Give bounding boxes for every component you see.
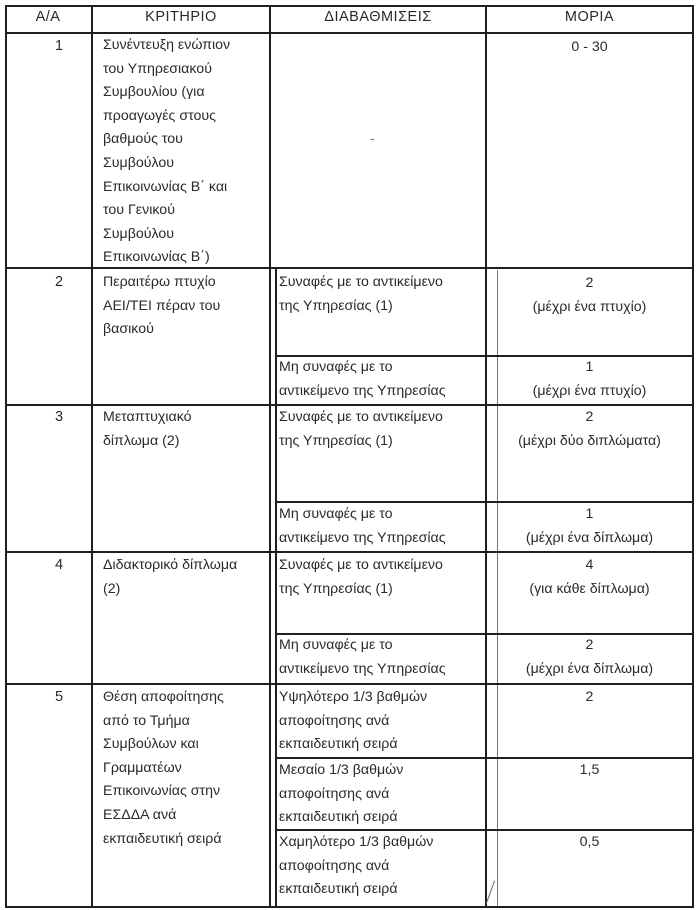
points-value: 4 (για κάθε δίπλωμα) xyxy=(529,557,650,597)
grading-text: Υψηλότερο 1/3 βαθμών αποφοίτησης ανά εκπαιδευτική σειρά xyxy=(279,689,428,753)
grading-text: Συναφές με το αντικείμενο της Υπηρεσίας (1) xyxy=(279,409,443,449)
points-value: 1,5 xyxy=(579,762,600,778)
points-value: 2 xyxy=(585,689,594,705)
points-value: 2 (μέχρι ένα δίπλωμα) xyxy=(525,637,654,677)
criterion-text: Θέση αποφοίτησης από το Τμήμα Συμβούλων και Γραμματέων Επικοινωνίας στην ΕΣΔΔΑ ανά εκπαιδευτική σειρά xyxy=(103,689,224,847)
points-value: 1 (μέχρι ένα δίπλωμα) xyxy=(525,506,654,546)
points-value: 0 - 30 xyxy=(571,39,608,55)
row-number: 5 xyxy=(54,689,64,705)
row-number: 3 xyxy=(54,409,64,425)
grading-text: Συναφές με το αντικείμενο της Υπηρεσίας (1) xyxy=(279,557,443,597)
grading-text: Μεσαίο 1/3 βαθμών αποφοίτησης ανά εκπαιδευτική σειρά xyxy=(279,762,404,826)
grading-text: Χαμηλότερο 1/3 βαθμών αποφοίτησης ανά εκπαιδευτική σειρά xyxy=(279,834,434,898)
criterion-text: Μεταπτυχιακό δίπλωμα (2) xyxy=(103,409,192,449)
header-points: ΜΟΡΙΑ xyxy=(564,9,615,25)
row-number: 4 xyxy=(54,557,64,573)
points-value: 2 (μέχρι ένα πτυχίο) xyxy=(532,275,647,315)
points-value: 2 (μέχρι δύο διπλώματα) xyxy=(518,409,661,449)
criterion-text: Περαιτέρω πτυχίο ΑΕΙ/ΤΕΙ πέραν του βασικού xyxy=(103,274,221,338)
criterion-text: Διδακτορικό δίπλωμα (2) xyxy=(103,557,238,597)
grading-text: Μη συναφές με το αντικείμενο της Υπηρεσίας xyxy=(279,637,446,677)
row-number: 1 xyxy=(54,38,64,54)
points-value: 0,5 xyxy=(579,834,600,850)
grading-text: Μη συναφές με το αντικείμενο της Υπηρεσίας xyxy=(279,506,446,546)
grading-text: Συναφές με το αντικείμενο της Υπηρεσίας (1) xyxy=(279,274,443,314)
header-criterion: ΚΡΙΤΗΡΙΟ xyxy=(145,9,217,25)
scan-mark xyxy=(486,881,495,904)
header-grading: ΔΙΑΒΑΘΜΙΣΕΙΣ xyxy=(324,9,432,25)
grading-dash: - xyxy=(370,131,375,147)
row-number: 2 xyxy=(54,274,64,290)
header-aa: Α/Α xyxy=(35,9,61,25)
criterion-text: Συνέντευξη ενώπιον του Υπηρεσιακού Συμβουλίου (για προαγωγές στους βαθμούς του Συμβούλου Επικοινωνίας Β΄ και του Γενικού Συμβούλου Επικοινωνίας Β΄) xyxy=(103,37,231,266)
points-value: 1 (μέχρι ένα πτυχίο) xyxy=(532,359,647,399)
grading-text: Μη συναφές με το αντικείμενο της Υπηρεσίας xyxy=(279,359,446,399)
